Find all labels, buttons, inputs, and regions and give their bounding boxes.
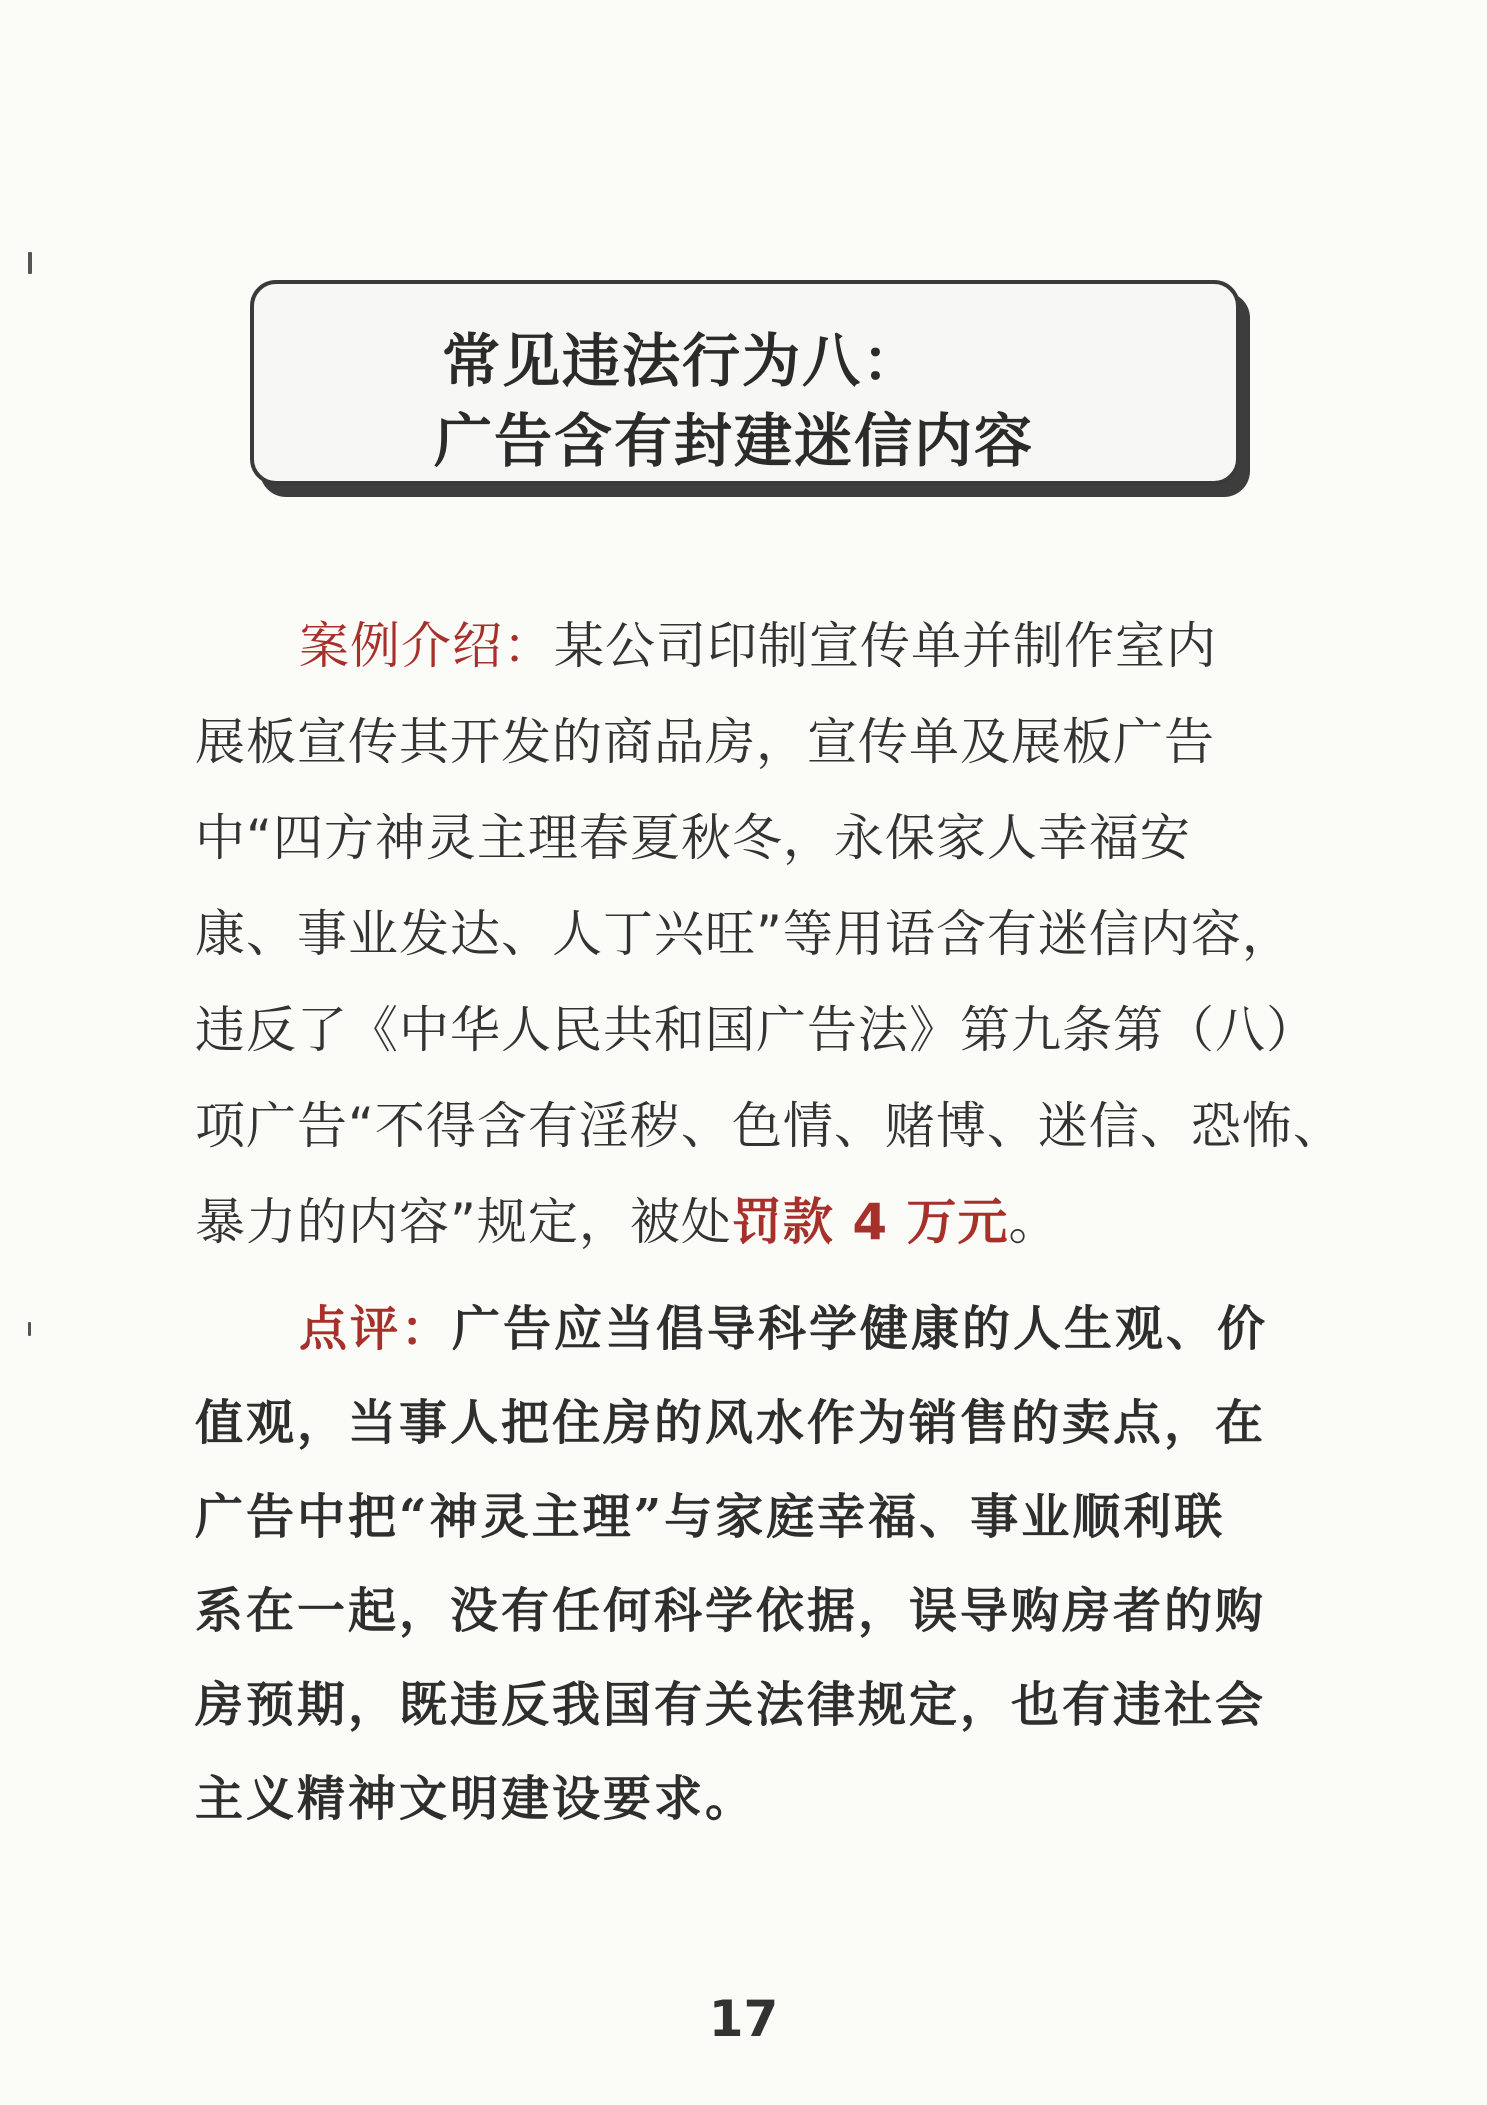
case-section [195, 598, 1344, 1270]
case-line [195, 1174, 1305, 1270]
review-line [195, 1282, 1305, 1376]
title-line-1: 常见违法行为八： [442, 327, 923, 395]
title-line-2: 广告含有封建迷信内容 [434, 407, 1035, 475]
scan-edge-mark [28, 252, 32, 274]
case-line: 违反了《中华人民共和国广告法》第九条第（八） [195, 1001, 1317, 1059]
penalty-amount: 罚款 4 万元 [731, 1193, 1009, 1251]
case-line [195, 598, 1305, 694]
review-line: 值观，当事人把住房的风水作为销售的卖点，在 [195, 1395, 1267, 1451]
review-line: 系在一起，没有任何科学依据，误导购房者的购 [195, 1583, 1267, 1639]
case-line: 康、事业发达、人丁兴旺”等用语含有迷信内容， [195, 905, 1293, 963]
case-line: 中“四方神灵主理春夏秋冬，永保家人幸福安 [195, 809, 1191, 867]
case-line-text: 暴力的内容”规定，被处 [195, 1193, 732, 1251]
case-line: 项广告“不得含有淫秽、色情、赌博、迷信、恐怖、 [195, 1097, 1344, 1155]
case-line-end: 。 [1008, 1193, 1060, 1251]
scan-edge-mark [28, 1322, 31, 1336]
review-line: 主义精神文明建设要求。 [195, 1771, 757, 1827]
review-line-text: 广告应当倡导科学健康的人生观、价 [452, 1301, 1269, 1357]
review-label: 点评： [299, 1301, 453, 1357]
case-label: 案例介绍： [299, 617, 554, 675]
case-line-text: 某公司印制宣传单并制作室内 [554, 617, 1217, 675]
page-number: 17 [708, 1990, 779, 2048]
review-line: 广告中把“神灵主理”与家庭幸福、事业顺利联 [195, 1489, 1226, 1545]
title-box [250, 280, 1240, 485]
review-section [195, 1282, 1305, 1846]
review-line: 房预期，既违反我国有关法律规定，也有违社会 [195, 1677, 1267, 1733]
case-line: 展板宣传其开发的商品房，宣传单及展板广告 [195, 713, 1215, 771]
